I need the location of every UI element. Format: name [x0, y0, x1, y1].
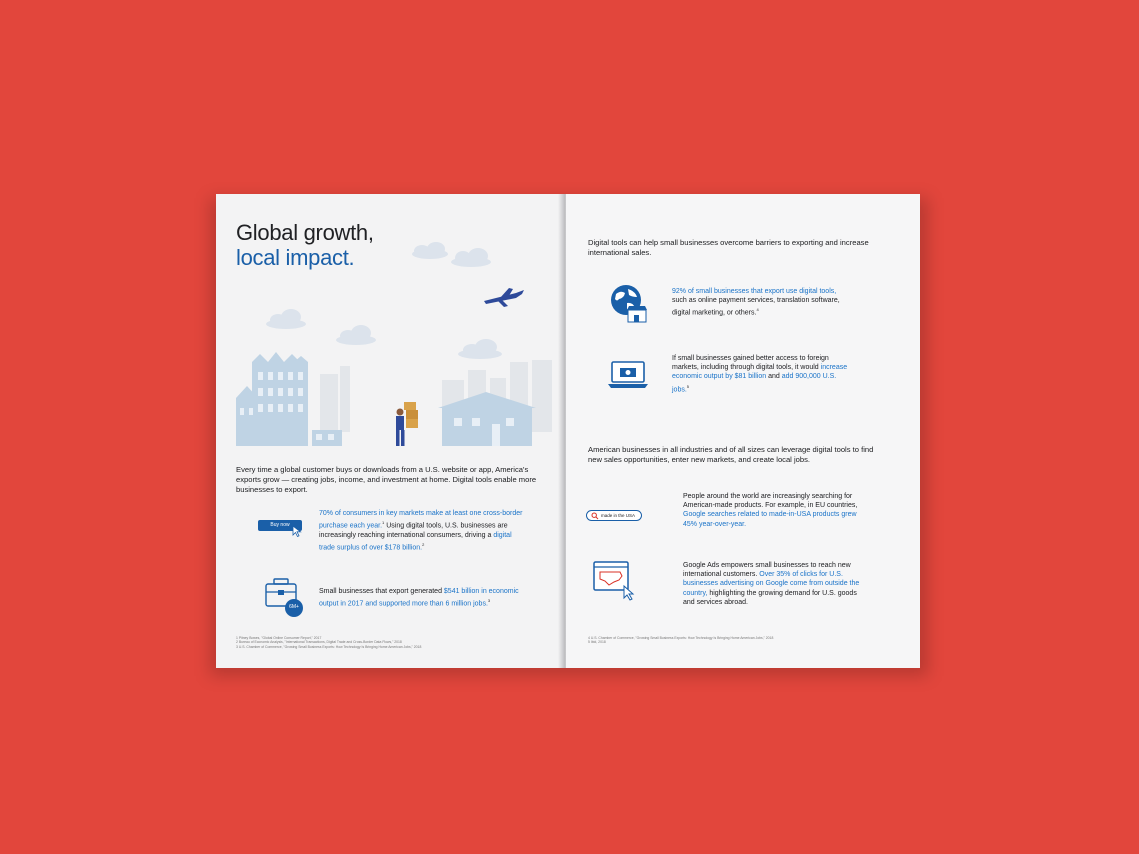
footnote-5: 5 Ibid, 2018: [588, 640, 606, 645]
cursor-icon: [292, 525, 302, 537]
footnote-ref-1: 1: [382, 520, 385, 526]
airplane-icon: [484, 288, 524, 307]
stat-consumers: [319, 509, 529, 552]
intro-text: Every time a global customer buys or downloads from a U.S. website or app, America's exports grow — creating jobs, income, and investment at home. Digital tools enable more businesses to export.: [236, 465, 537, 494]
search-box[interactable]: [586, 510, 642, 521]
laptop-money-icon: [608, 360, 648, 390]
stat-economic-prefix: If small businesses gained better access to foreign markets, including through digital tools, it would: [672, 355, 829, 372]
browser-map-icon: [592, 560, 640, 604]
stat-digital-tools-highlight: 92% of small businesses that export use digital tools,: [672, 288, 837, 295]
stat-exports: [319, 587, 534, 609]
stat-made-in-usa-highlight: Google searches related to made-in-USA products grew 45% year-over-year.: [683, 511, 857, 528]
footnote-ref-4: 4: [756, 307, 759, 313]
search-icon: [591, 512, 599, 520]
city-illustration: [216, 194, 562, 464]
left-footnotes: [236, 636, 536, 649]
buy-now-button[interactable]: Buy now: [258, 520, 302, 531]
footnote-3: 3 U.S. Chamber of Commerce, "Growing Small Business Exports: How Technology Is Bringing Home American Jobs," 2018: [236, 644, 422, 649]
globe-store-icon: [608, 282, 648, 322]
stat-google-ads: [683, 561, 863, 607]
footnote-ref-2: 2: [422, 541, 425, 547]
jobs-badge: 6M+: [289, 604, 299, 610]
right-intro-text: Digital tools can help small businesses overcome barriers to exporting and increase international sales.: [588, 238, 869, 257]
search-query: made in the USA: [601, 513, 636, 518]
buildings: [236, 352, 536, 446]
right-page: [566, 194, 920, 668]
stat-made-in-usa-prefix: People around the world are increasingly searching for American-made products. For example, in EU countries,: [683, 493, 858, 510]
footnote-ref-3: 3: [487, 598, 491, 604]
stat-jobs-highlight: add 900,000 U.S. jobs.: [672, 373, 837, 393]
stat-made-in-usa: [683, 492, 863, 529]
stat-google-ads-rest: highlighting the growing demand for U.S. goods and services abroad.: [683, 589, 857, 606]
stat-digital-tools-rest: such as online payment services, translation software, digital marketing, or others.: [672, 297, 840, 317]
stat-exports-prefix: Small businesses that export generated: [319, 588, 444, 595]
footnote-ref-5: 5: [686, 383, 690, 389]
left-page: [216, 194, 562, 668]
stat-economic-mid: and: [766, 373, 782, 381]
footnote-4: 4 U.S. Chamber of Commerce, "Growing Small Business Exports: How Technology Is Bringing Home American Jobs," 2018: [588, 636, 774, 640]
stat-exports-highlight: $541 billion in economic output in 2017 and supported more than 6 million jobs.: [319, 588, 519, 608]
footnote-1: 1 Pitney Bowes, "Global Online Consumer Report," 2017: [236, 636, 322, 640]
stat-digital-tools: [672, 287, 852, 318]
right-footnotes: [588, 636, 888, 645]
stat-google-ads-highlight: Over 35% of clicks for U.S. businesses advertising on Google come from outside the country,: [683, 571, 860, 597]
delivery-person-icon: [396, 402, 418, 446]
stat-consumers-middle: Using digital tools, U.S. businesses are increasingly reaching international consumers, driving a: [319, 522, 508, 539]
title-line-1: Global growth,: [236, 220, 374, 245]
stat-economic-output: [672, 354, 852, 394]
stat-google-ads-prefix: Google Ads empowers small businesses to reach new international customers.: [683, 562, 851, 579]
cloud-icon: [266, 242, 502, 359]
stat-consumers-highlight: 70% of consumers in key markets make at least one cross-border purchase each year.: [319, 510, 523, 530]
title-line-2: local impact.: [236, 245, 355, 270]
footnote-2: 2 Bureau of Economic Analysis, "International Transactions, Digital Trade and Cross-Border Data Flows," 2018: [236, 640, 402, 645]
briefcase-icon: [260, 574, 304, 618]
section-2-text: American businesses in all industries and of all sizes can leverage digital tools to find new sales opportunities, enter new markets, and create local jobs.: [588, 445, 874, 464]
stat-economic-highlight: increase economic output by $81 billion: [672, 364, 848, 381]
stat-surplus-highlight: digital trade surplus of over $178 billion.: [319, 531, 512, 552]
